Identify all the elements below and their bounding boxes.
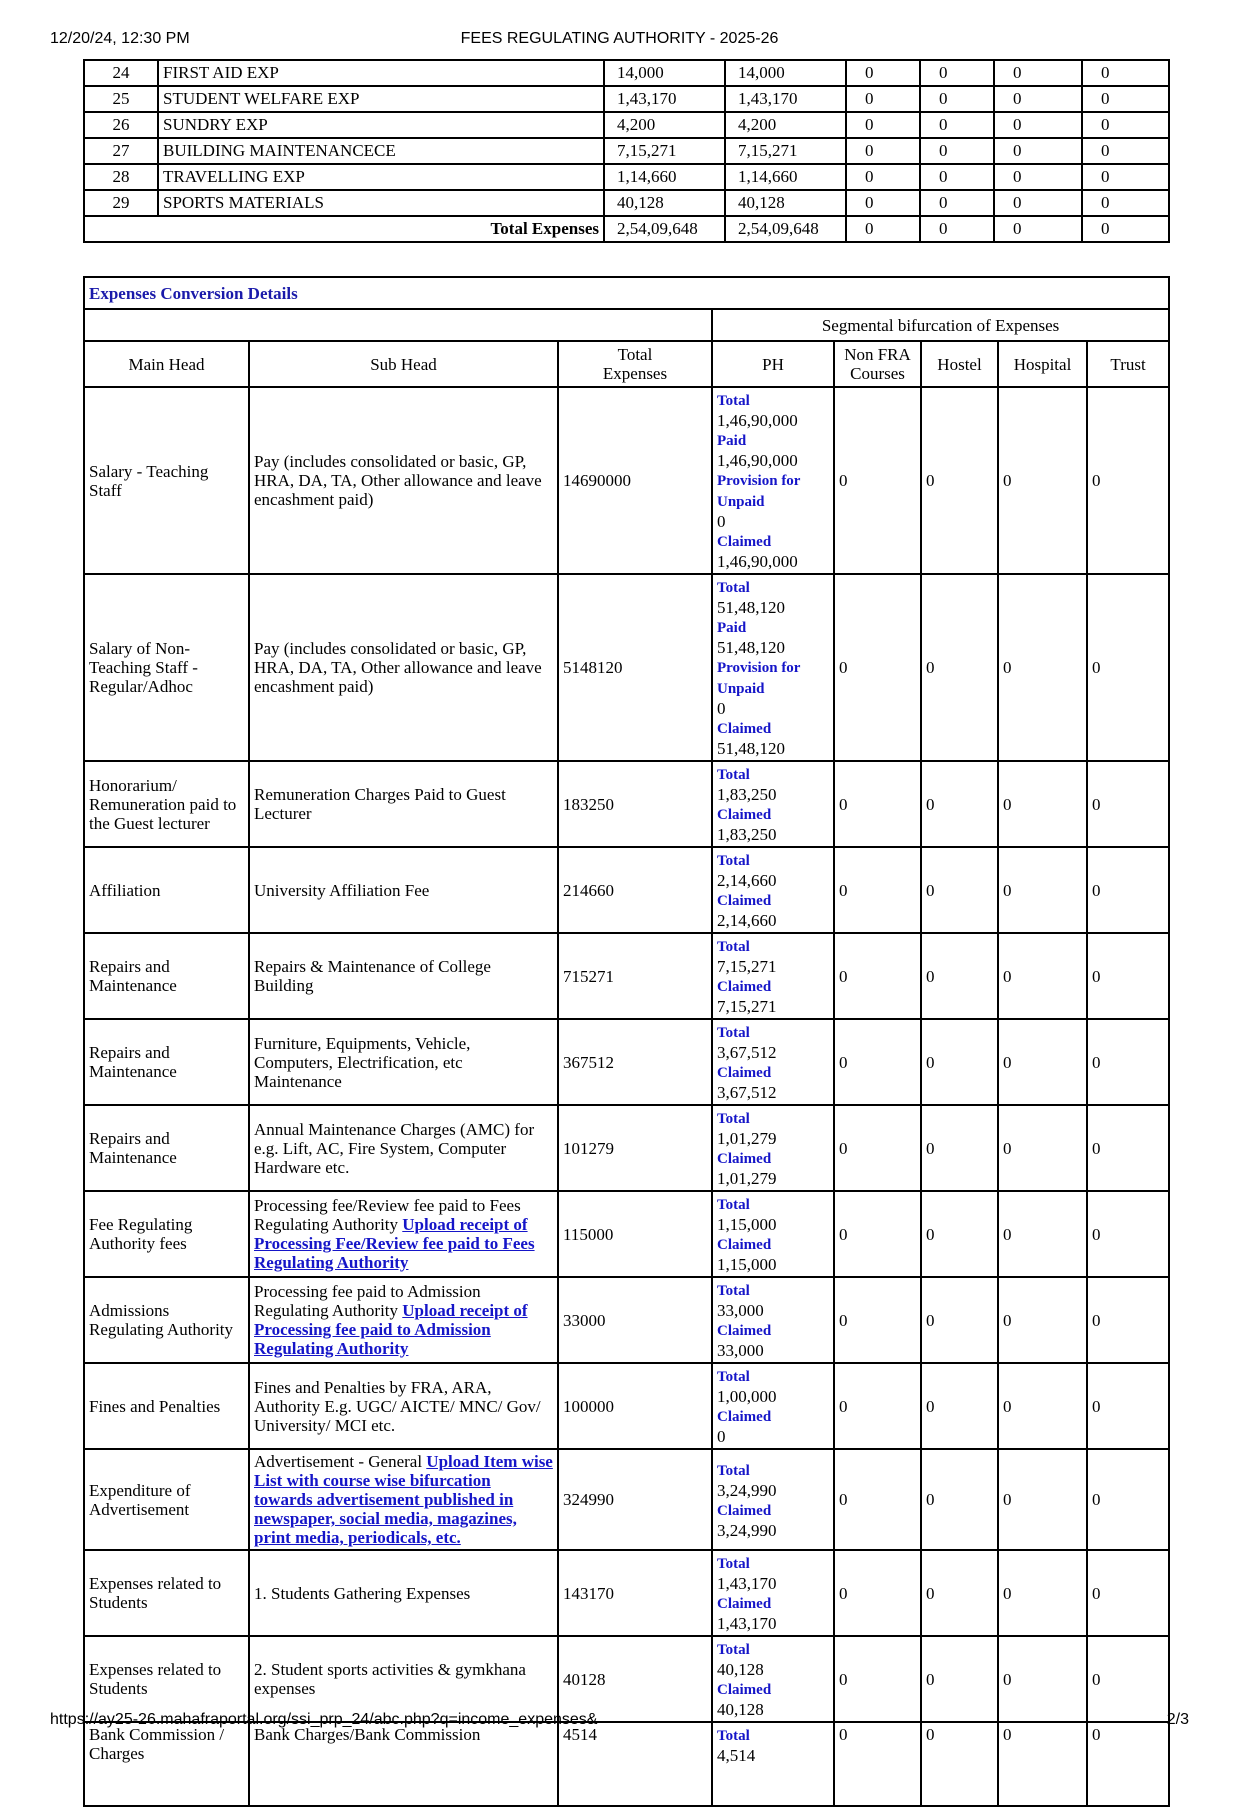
label-claimed: Claimed: [717, 1323, 772, 1339]
sub-head: [249, 1550, 558, 1636]
trust-value: 0: [1087, 1363, 1169, 1449]
non-fra-value: 0: [834, 1019, 921, 1105]
hospital-value: 0: [998, 1191, 1087, 1277]
trust-value: 0: [1087, 1105, 1169, 1191]
main-head: Salary of Non-Teaching Staff - Regular/Adhoc: [84, 574, 249, 761]
ph-paid-value: 51,48,120: [717, 638, 785, 657]
label-paid: Paid: [717, 620, 747, 636]
segment-heading: Segmental bifurcation of Expenses: [712, 309, 1169, 341]
amount-d: 0: [920, 86, 994, 112]
main-head: Repairs and Maintenance: [84, 1019, 249, 1105]
amount-b: 14,000: [725, 60, 846, 86]
label-claimed: Claimed: [717, 1237, 772, 1253]
sub-head: [249, 847, 558, 933]
non-fra-value: 0: [834, 1550, 921, 1636]
main-head: Expenses related to Students: [84, 1550, 249, 1636]
total-expenses: 324990: [558, 1449, 712, 1550]
label-total: Total: [717, 1025, 750, 1041]
conversion-row: [84, 847, 1169, 933]
ph-breakdown: [712, 1363, 834, 1449]
sub-head: [249, 1277, 558, 1363]
expense-name: SPORTS MATERIALS: [158, 190, 604, 216]
label-total: Total: [717, 1642, 750, 1658]
upload-receipt-link[interactable]: Upload receipt of Processing fee paid to Admission Regulating Authority: [254, 1301, 528, 1358]
main-head: Fee Regulating Authority fees: [84, 1191, 249, 1277]
label-total: Total: [717, 1369, 750, 1385]
total-expenses: 715271: [558, 933, 712, 1019]
amount-a: 40,128: [604, 190, 725, 216]
hostel-value: 0: [921, 933, 998, 1019]
upload-receipt-link[interactable]: Upload receipt of Processing Fee/Review fee paid to Fees Regulating Authority: [254, 1215, 535, 1272]
ph-total-value: 1,43,170: [717, 1574, 777, 1593]
table-row: [84, 164, 1169, 190]
ph-claimed-value: 3,24,990: [717, 1520, 777, 1540]
ph-claimed-value: 51,48,120: [717, 739, 785, 758]
amount-a: 7,15,271: [604, 138, 725, 164]
label-claimed: Claimed: [717, 1682, 772, 1698]
label-claimed: Claimed: [717, 893, 772, 909]
hostel-value: 0: [921, 1019, 998, 1105]
total-expenses: 14690000: [558, 387, 712, 574]
amount-e: 0: [994, 60, 1082, 86]
page-number: 2/3: [1166, 1711, 1189, 1728]
amount-e: 0: [994, 190, 1082, 216]
hostel-value: 0: [921, 761, 998, 847]
hospital-value: 0: [998, 1363, 1087, 1449]
main-head: Honorarium/ Remuneration paid to the Guest lecturer: [84, 761, 249, 847]
sub-head-text: Processing fee paid to Admission Regulating Authority: [254, 1282, 481, 1320]
sub-head-text: Pay (includes consolidated or basic, GP, HRA, DA, TA, Other allowance and leave encashment paid): [254, 639, 542, 696]
ph-total-value: 7,15,271: [717, 957, 777, 976]
label-provision: Provision for: [717, 473, 801, 489]
non-fra-value: 0: [834, 847, 921, 933]
col-hostel: Hostel: [921, 341, 998, 387]
amount-b: 4,200: [725, 112, 846, 138]
sub-head: [249, 761, 558, 847]
amount-e: 0: [994, 138, 1082, 164]
ph-breakdown: [712, 1105, 834, 1191]
col-total-expenses: Total Expenses: [558, 341, 712, 387]
total-a: 2,54,09,648: [604, 216, 725, 242]
ph-total-value: 51,48,120: [717, 598, 785, 617]
ph-total-value: 1,46,90,000: [717, 411, 798, 430]
trust-value: 0: [1087, 933, 1169, 1019]
sub-head: [249, 1019, 558, 1105]
non-fra-value: 0: [834, 1722, 921, 1806]
ph-claimed-value: 1,46,90,000: [717, 552, 798, 571]
expenses-conversion-table: [83, 276, 1170, 1807]
hostel-value: 0: [921, 574, 998, 761]
hostel-value: 0: [921, 387, 998, 574]
label-claimed: Claimed: [717, 1596, 772, 1612]
label-paid: Paid: [717, 433, 747, 449]
main-head: Affiliation: [84, 847, 249, 933]
label-total: Total: [717, 1556, 750, 1572]
label-total: Total: [717, 767, 750, 783]
total-expenses: 115000: [558, 1191, 712, 1277]
sub-head: [249, 387, 558, 574]
sub-head-text: Advertisement - General: [254, 1452, 423, 1471]
amount-b: 7,15,271: [725, 138, 846, 164]
main-head: Bank Commission / Charges: [84, 1722, 249, 1806]
amount-c: 0: [846, 112, 920, 138]
table-row: [84, 138, 1169, 164]
expense-name: TRAVELLING EXP: [158, 164, 604, 190]
blank-header-cell: [84, 309, 712, 341]
hostel-value: 0: [921, 1363, 998, 1449]
ph-breakdown: [712, 1019, 834, 1105]
print-datetime: 12/20/24, 12:30 PM: [50, 30, 190, 47]
trust-value: 0: [1087, 387, 1169, 574]
amount-d: 0: [920, 60, 994, 86]
main-head: Repairs and Maintenance: [84, 933, 249, 1019]
total-expenses: 214660: [558, 847, 712, 933]
label-total: Total: [717, 1111, 750, 1127]
total-expenses: 33000: [558, 1277, 712, 1363]
total-expenses: 100000: [558, 1363, 712, 1449]
sub-head: [249, 1636, 558, 1722]
hostel-value: 0: [921, 1449, 998, 1550]
sub-head: [249, 1191, 558, 1277]
total-label: Total Expenses: [84, 216, 604, 242]
conversion-row: [84, 1019, 1169, 1105]
ph-total-value: 1,83,250: [717, 785, 777, 804]
conversion-row: [84, 1550, 1169, 1636]
ph-breakdown: [712, 574, 834, 761]
label-unpaid: Unpaid: [717, 681, 765, 697]
conversion-row: [84, 933, 1169, 1019]
non-fra-value: 0: [834, 1191, 921, 1277]
page-title: FEES REGULATING AUTHORITY - 2025-26: [460, 30, 779, 47]
sub-head-text: Remuneration Charges Paid to Guest Lecturer: [254, 785, 506, 823]
sub-head: [249, 1722, 558, 1806]
ph-unpaid-value: 0: [717, 512, 726, 531]
ph-total-value: 1,15,000: [717, 1215, 777, 1234]
label-claimed: Claimed: [717, 534, 772, 550]
amount-f: 0: [1082, 190, 1169, 216]
col-sub-head: Sub Head: [249, 341, 558, 387]
hospital-value: 0: [998, 1019, 1087, 1105]
label-claimed: Claimed: [717, 721, 772, 737]
non-fra-value: 0: [834, 933, 921, 1019]
non-fra-value: 0: [834, 1105, 921, 1191]
amount-f: 0: [1082, 138, 1169, 164]
trust-value: 0: [1087, 1550, 1169, 1636]
trust-value: 0: [1087, 761, 1169, 847]
amount-d: 0: [920, 138, 994, 164]
hostel-value: 0: [921, 847, 998, 933]
amount-a: 1,14,660: [604, 164, 725, 190]
total-expenses: 40128: [558, 1636, 712, 1722]
label-claimed: Claimed: [717, 807, 772, 823]
hospital-value: 0: [998, 933, 1087, 1019]
ph-paid-value: 1,46,90,000: [717, 451, 798, 470]
ph-claimed-value: 1,01,279: [717, 1169, 777, 1188]
amount-c: 0: [846, 164, 920, 190]
ph-claimed-value: 1,15,000: [717, 1255, 777, 1274]
total-expenses: 5148120: [558, 574, 712, 761]
sub-head-text: University Affiliation Fee: [254, 880, 430, 900]
ph-total-value: 40,128: [717, 1660, 764, 1679]
table-row: [84, 60, 1169, 86]
hospital-value: 0: [998, 1550, 1087, 1636]
table-row: [84, 190, 1169, 216]
trust-value: 0: [1087, 1449, 1169, 1550]
total-d: 0: [920, 216, 994, 242]
non-fra-value: 0: [834, 1636, 921, 1722]
col-ph: PH: [712, 341, 834, 387]
sub-head: [249, 574, 558, 761]
hospital-value: 0: [998, 1449, 1087, 1550]
label-unpaid: Unpaid: [717, 494, 765, 510]
label-claimed: Claimed: [717, 1151, 772, 1167]
ph-unpaid-value: 0: [717, 699, 726, 718]
total-expenses: 367512: [558, 1019, 712, 1105]
hospital-value: 0: [998, 574, 1087, 761]
sub-head: [249, 933, 558, 1019]
ph-total-value: 3,67,512: [717, 1043, 777, 1062]
sub-head-text: Bank Charges/Bank Commission: [254, 1725, 481, 1744]
amount-f: 0: [1082, 86, 1169, 112]
total-expenses: 4514: [558, 1722, 712, 1806]
amount-e: 0: [994, 86, 1082, 112]
amount-e: 0: [994, 164, 1082, 190]
ph-breakdown: [712, 1449, 834, 1550]
page-url: https://ay25-26.mahafraportal.org/ssi_prp_24/abc.php?q=income_expenses&: [50, 1711, 598, 1728]
ph-total-value: 3,24,990: [717, 1480, 777, 1500]
amount-a: 1,43,170: [604, 86, 725, 112]
label-total: Total: [717, 1462, 750, 1479]
hostel-value: 0: [921, 1550, 998, 1636]
label-claimed: Claimed: [717, 1409, 772, 1425]
row-number: 28: [84, 164, 158, 190]
conversion-row: [84, 387, 1169, 574]
main-head: Expenses related to Students: [84, 1636, 249, 1722]
ph-breakdown: [712, 1191, 834, 1277]
table-row: [84, 86, 1169, 112]
total-c: 0: [846, 216, 920, 242]
sub-head-text: Processing fee/Review fee paid to Fees Regulating Authority: [254, 1196, 521, 1234]
upload-receipt-link[interactable]: Upload Item wise List with course wise bifurcation towards advertisement published in newspaper, social media, magazines, print media, periodicals, etc.: [254, 1452, 553, 1547]
ph-total-value: 4,514: [717, 1746, 756, 1765]
trust-value: 0: [1087, 1191, 1169, 1277]
sub-head: [249, 1363, 558, 1449]
conversion-row: [84, 1449, 1169, 1550]
trust-value: 0: [1087, 1722, 1169, 1806]
amount-c: 0: [846, 138, 920, 164]
sub-head-text: Fines and Penalties by FRA, ARA, Authority E.g. UGC/ AICTE/ MNC/ Gov/ University/ MCI etc.: [254, 1377, 541, 1435]
ph-claimed-value: 2,14,660: [717, 911, 777, 930]
conversion-row: [84, 1636, 1169, 1722]
trust-value: 0: [1087, 1277, 1169, 1363]
main-head: Salary - Teaching Staff: [84, 387, 249, 574]
hostel-value: 0: [921, 1105, 998, 1191]
conversion-row: [84, 1191, 1169, 1277]
main-head: Admissions Regulating Authority: [84, 1277, 249, 1363]
hospital-value: 0: [998, 1277, 1087, 1363]
ph-breakdown: [712, 933, 834, 1019]
row-number: 25: [84, 86, 158, 112]
row-number: 26: [84, 112, 158, 138]
sub-head-text: 1. Students Gathering Expenses: [254, 1583, 471, 1603]
row-number: 24: [84, 60, 158, 86]
sub-head-text: Furniture, Equipments, Vehicle, Computers, Electrification, etc Maintenance: [254, 1033, 471, 1091]
trust-value: 0: [1087, 847, 1169, 933]
amount-d: 0: [920, 164, 994, 190]
label-total: Total: [717, 580, 750, 596]
ph-claimed-value: 40,128: [717, 1700, 764, 1719]
conversion-section-title: Expenses Conversion Details: [84, 277, 1169, 309]
trust-value: 0: [1087, 574, 1169, 761]
hostel-value: 0: [921, 1722, 998, 1806]
amount-a: 14,000: [604, 60, 725, 86]
ph-claimed-value: 33,000: [717, 1341, 764, 1360]
sub-head: [249, 1105, 558, 1191]
ph-claimed-value: 1,43,170: [717, 1614, 777, 1633]
expense-name: STUDENT WELFARE EXP: [158, 86, 604, 112]
amount-f: 0: [1082, 112, 1169, 138]
sub-head-text: Annual Maintenance Charges (AMC) for e.g. Lift, AC, Fire System, Computer Hardware etc.: [254, 1119, 535, 1177]
ph-breakdown: [712, 847, 834, 933]
ph-claimed-value: 7,15,271: [717, 997, 777, 1016]
total-expenses: 101279: [558, 1105, 712, 1191]
non-fra-value: 0: [834, 1277, 921, 1363]
sub-head-text: Pay (includes consolidated or basic, GP, HRA, DA, TA, Other allowance and leave encashment paid): [254, 452, 542, 509]
ph-breakdown: [712, 1636, 834, 1722]
ph-total-value: 1,01,279: [717, 1129, 777, 1148]
label-total: Total: [717, 939, 750, 955]
conversion-row: [84, 1722, 1169, 1806]
amount-b: 40,128: [725, 190, 846, 216]
amount-e: 0: [994, 112, 1082, 138]
amount-c: 0: [846, 86, 920, 112]
hospital-value: 0: [998, 387, 1087, 574]
ph-total-value: 2,14,660: [717, 871, 777, 890]
conversion-row: [84, 761, 1169, 847]
col-trust: Trust: [1087, 341, 1169, 387]
amount-f: 0: [1082, 60, 1169, 86]
label-total: Total: [717, 1283, 750, 1299]
row-number: 29: [84, 190, 158, 216]
table-row: [84, 112, 1169, 138]
main-head: Repairs and Maintenance: [84, 1105, 249, 1191]
row-number: 27: [84, 138, 158, 164]
hospital-value: 0: [998, 847, 1087, 933]
sub-head-text: 2. Student sports activities & gymkhana expenses: [254, 1660, 526, 1698]
hospital-value: 0: [998, 1636, 1087, 1722]
total-expenses: 183250: [558, 761, 712, 847]
ph-claimed-value: 1,83,250: [717, 825, 777, 844]
conversion-row: [84, 1277, 1169, 1363]
non-fra-value: 0: [834, 387, 921, 574]
conversion-row: [84, 1363, 1169, 1449]
expenses-table: [83, 59, 1170, 243]
amount-d: 0: [920, 190, 994, 216]
amount-d: 0: [920, 112, 994, 138]
conversion-row: [84, 1105, 1169, 1191]
ph-breakdown: [712, 387, 834, 574]
label-claimed: Claimed: [717, 1065, 772, 1081]
expense-name: SUNDRY EXP: [158, 112, 604, 138]
main-head: Fines and Penalties: [84, 1363, 249, 1449]
non-fra-value: 0: [834, 1449, 921, 1550]
total-f: 0: [1082, 216, 1169, 242]
ph-breakdown: [712, 1722, 834, 1806]
hospital-value: 0: [998, 1105, 1087, 1191]
total-expenses: 143170: [558, 1550, 712, 1636]
total-row: [84, 216, 1169, 242]
col-non-fra: Non FRA Courses: [834, 341, 921, 387]
expense-name: FIRST AID EXP: [158, 60, 604, 86]
hostel-value: 0: [921, 1636, 998, 1722]
ph-breakdown: [712, 761, 834, 847]
label-total: Total: [717, 853, 750, 869]
ph-total-value: 33,000: [717, 1301, 764, 1320]
main-head: Expenditure of Advertisement: [84, 1449, 249, 1550]
ph-breakdown: [712, 1277, 834, 1363]
amount-f: 0: [1082, 164, 1169, 190]
ph-claimed-value: 3,67,512: [717, 1083, 777, 1102]
label-total: Total: [717, 393, 750, 409]
trust-value: 0: [1087, 1636, 1169, 1722]
hostel-value: 0: [921, 1191, 998, 1277]
amount-c: 0: [846, 60, 920, 86]
amount-a: 4,200: [604, 112, 725, 138]
amount-b: 1,14,660: [725, 164, 846, 190]
sub-head: [249, 1449, 558, 1550]
ph-total-value: 1,00,000: [717, 1387, 777, 1406]
hostel-value: 0: [921, 1277, 998, 1363]
label-claimed: Claimed: [717, 979, 772, 995]
hospital-value: 0: [998, 761, 1087, 847]
ph-claimed-value: 0: [717, 1427, 726, 1446]
non-fra-value: 0: [834, 574, 921, 761]
trust-value: 0: [1087, 1019, 1169, 1105]
amount-b: 1,43,170: [725, 86, 846, 112]
label-claimed: Claimed: [717, 1502, 772, 1519]
ph-breakdown: [712, 1550, 834, 1636]
amount-c: 0: [846, 190, 920, 216]
label-total: Total: [717, 1197, 750, 1213]
label-total: Total: [717, 1728, 750, 1744]
total-e: 0: [994, 216, 1082, 242]
non-fra-value: 0: [834, 1363, 921, 1449]
conversion-row: [84, 574, 1169, 761]
sub-head-text: Repairs & Maintenance of College Building: [254, 957, 491, 995]
total-b: 2,54,09,648: [725, 216, 846, 242]
label-provision: Provision for: [717, 660, 801, 676]
col-main-head: Main Head: [84, 341, 249, 387]
hospital-value: 0: [998, 1722, 1087, 1806]
non-fra-value: 0: [834, 761, 921, 847]
expense-name: BUILDING MAINTENANCECE: [158, 138, 604, 164]
col-hospital: Hospital: [998, 341, 1087, 387]
